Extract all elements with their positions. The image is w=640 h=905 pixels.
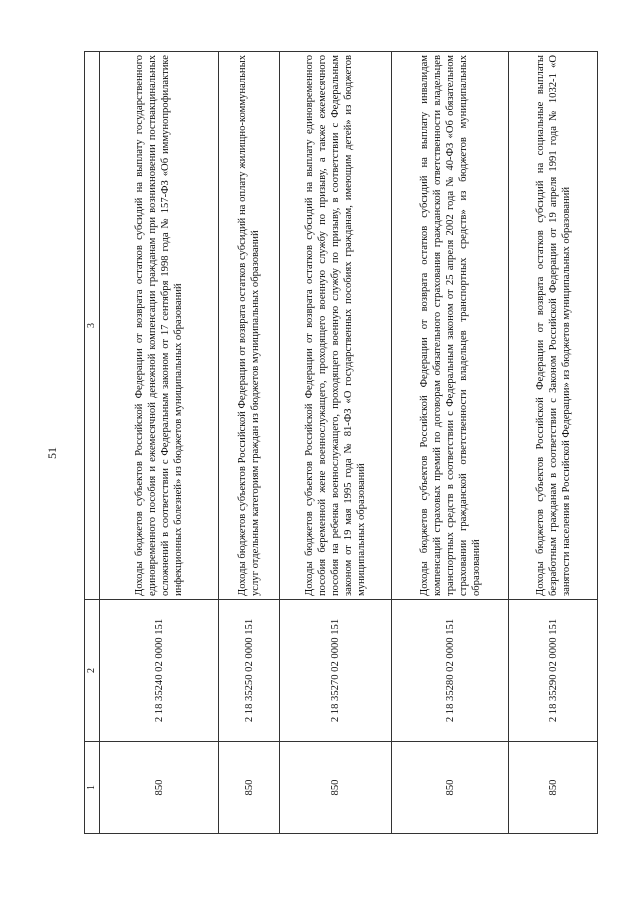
table-row <box>100 52 219 834</box>
column-header-2: 2 <box>85 600 100 742</box>
table-row <box>219 52 280 834</box>
table-header-row <box>85 52 100 834</box>
admin-code-cell: 850 <box>509 742 598 834</box>
table-row <box>509 52 598 834</box>
description-cell: Доходы бюджетов субъектов Российской Федерации от возврата остатков субсидий на оплату жилищно-коммунальных услуг отдельным категориям граждан из бюджетов муниципальных образований <box>219 52 280 600</box>
admin-code-cell: 850 <box>392 742 509 834</box>
description-cell: Доходы бюджетов субъектов Российской Федерации от возврата остатков субсидий на социальные выплаты безработным гражданам в соответствии с Законом Российской Федерации от 19 апреля 1991 года № 1032-1 «О занятости населения в Российской Федерации» из бюджетов муниципальных образований <box>509 52 598 600</box>
kbk-cell: 2 18 35240 02 0000 151 <box>100 600 219 742</box>
page-number: 51 <box>45 447 59 459</box>
column-header-1: 1 <box>85 742 100 834</box>
admin-code-cell: 850 <box>219 742 280 834</box>
admin-code-cell: 850 <box>280 742 392 834</box>
revenue-codes-table <box>84 51 598 834</box>
rotated-table-container <box>84 52 598 834</box>
description-cell: Доходы бюджетов субъектов Российской Федерации от возврата остатков субсидий на выплату инвалидам компенсаций страховых премий по договорам обязательного страхования гражданской ответственности владельцев транспортных средств в соответствии с Федеральным законом от 25 апреля 2002 года № 40-ФЗ «Об обязательном страховании гражданской ответственности владельцев транспортных средств» из бюджетов муниципальных образований <box>392 52 509 600</box>
column-header-3: 3 <box>85 52 100 600</box>
kbk-cell: 2 18 35270 02 0000 151 <box>280 600 392 742</box>
admin-code-cell: 850 <box>100 742 219 834</box>
description-cell: Доходы бюджетов субъектов Российской Федерации от возврата остатков субсидий на выплату государственного единовременного пособия и ежемесячной денежной компенсации гражданам при возникновении поствакцинальных осложнений в соответствии с Федеральным законом от 17 сентября 1998 года № 157-ФЗ «Об иммунопрофилактике инфекционных болезней» из бюджетов муниципальных образований <box>100 52 219 600</box>
table-row <box>392 52 509 834</box>
table-row <box>280 52 392 834</box>
kbk-cell: 2 18 35290 02 0000 151 <box>509 600 598 742</box>
kbk-cell: 2 18 35250 02 0000 151 <box>219 600 280 742</box>
kbk-cell: 2 18 35280 02 0000 151 <box>392 600 509 742</box>
description-cell: Доходы бюджетов субъектов Российской Федерации от возврата остатков субсидий на выплату единовременного пособия беременной жене военнослужащего, проходящего военную службу по призыву, а также ежемесячного пособия на ребенка военнослужащего, проходящего военную службу по призыву, в соответствии с Федеральным законом от 19 мая 1995 года № 81-ФЗ «О государственных пособиях гражданам, имеющим детей» из бюджетов муниципальных образований <box>280 52 392 600</box>
